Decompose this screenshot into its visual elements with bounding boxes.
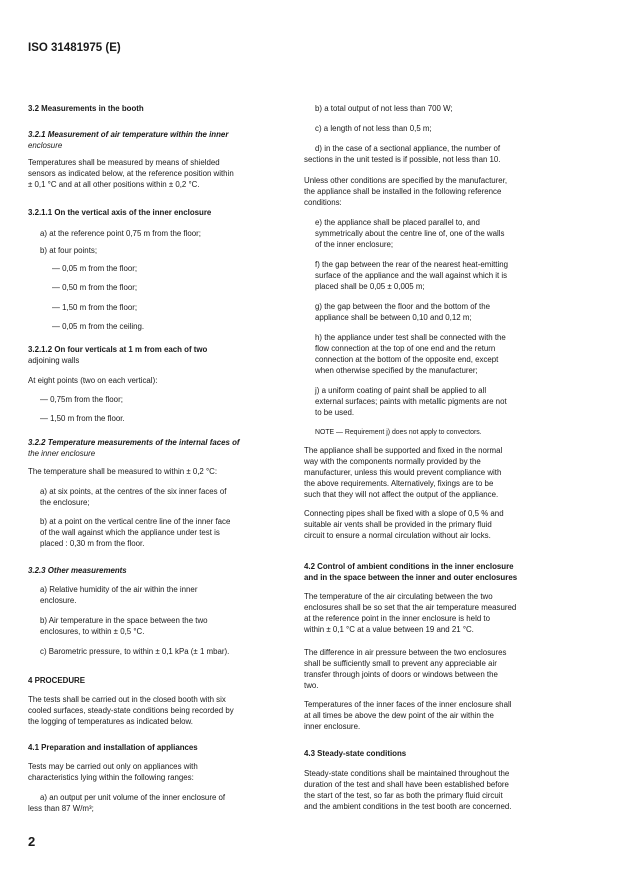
- section-heading-3-2-2: 3.2.2 Temperature measurements of the internal faces of: [28, 438, 240, 447]
- paragraph-line: suitable air vents shall be provided in the primary fluid: [304, 520, 492, 529]
- paragraph-line: the logging of temperatures as indicated below.: [28, 717, 193, 726]
- paragraph-line: ± 0,1 °C and at all other positions within ± 0,2 °C.: [28, 180, 200, 189]
- subsection-3-2-1-1: 3.2.1.1 On the vertical axis of the inner enclosure: [28, 208, 212, 217]
- paragraph-line: sensors as indicated below, at the reference position within: [28, 169, 234, 178]
- list-item: — 0,05 m from the floor;: [52, 264, 138, 273]
- section-heading-4: 4 PROCEDURE: [28, 676, 85, 685]
- paragraph-line: at the reference point in the inner enclosure is held to: [304, 614, 490, 623]
- section-heading-4-2: 4.2 Control of ambient conditions in the inner enclosure: [304, 562, 514, 571]
- list-item: b) at four points;: [40, 246, 98, 255]
- paragraph-line: The tests shall be carried out in the closed booth with six: [28, 695, 226, 704]
- paragraph-line: manufacturer, unless this would prevent compliance with: [304, 468, 502, 477]
- paragraph-line: duration of the test and shall have been established before: [304, 780, 509, 789]
- paragraph-line: inner enclosure.: [304, 722, 361, 731]
- list-item-cont: sections in the unit tested is if possible, not less than 10.: [304, 155, 501, 164]
- document-header: ISO 31481975 (E): [28, 42, 121, 54]
- list-item: d) in the case of a sectional appliance, the number of: [315, 144, 501, 153]
- list-item-cont: of the wall against which the appliance under test is: [40, 528, 220, 537]
- paragraph-line: Temperatures shall be measured by means of shielded: [28, 158, 220, 167]
- list-item: — 0,50 m from the floor;: [52, 283, 138, 292]
- list-item: b) a total output of not less than 700 W;: [315, 104, 453, 113]
- list-item-cont: the enclosure;: [40, 498, 90, 507]
- list-item-cont: flow connection at the top of one end and the return: [315, 344, 496, 353]
- paragraph-line: at all times be above the dew point of the air within the: [304, 711, 494, 720]
- section-heading-3-2-2-cont: the inner enclosure: [28, 449, 96, 458]
- list-item: b) at a point on the vertical centre line of the inner face: [40, 517, 231, 526]
- paragraph-line: the start of the test, so far as both the primary fluid circuit: [304, 791, 503, 800]
- list-item: c) a length of not less than 0,5 m;: [315, 124, 432, 133]
- paragraph-line: At eight points (two on each vertical):: [28, 376, 158, 385]
- paragraph-line: the above requirements. Alternatively, fixings are to be: [304, 479, 494, 488]
- list-item: — 1,50 m from the floor.: [40, 414, 125, 423]
- section-heading-3-2-1: 3.2.1 Measurement of air temperature within the inner: [28, 130, 229, 139]
- list-item: — 1,50 m from the floor;: [52, 303, 138, 312]
- subsection-3-2-1-2: 3.2.1.2 On four verticals at 1 m from each of two: [28, 345, 208, 354]
- list-item-cont: surface of the appliance and the wall against which it is: [315, 271, 508, 280]
- paragraph-line: The difference in air pressure between the two enclosures: [304, 648, 507, 657]
- paragraph-line: Temperatures of the inner faces of the inner enclosure shall: [304, 700, 512, 709]
- paragraph-line: enclosures shall be so set that the air temperature measured: [304, 603, 517, 612]
- section-heading-4-3: 4.3 Steady-state conditions: [304, 749, 407, 758]
- list-item: g) the gap between the floor and the bottom of the: [315, 302, 491, 311]
- list-item-cont: external surfaces; paints with metallic pigments are not: [315, 397, 507, 406]
- list-item-cont: placed shall be 0,05 ± 0,005 m;: [315, 282, 425, 291]
- section-heading-3-2: 3.2 Measurements in the booth: [28, 104, 144, 113]
- paragraph-line: transfer through joints of doors or windows between the: [304, 670, 498, 679]
- section-heading-3-2-3: 3.2.3 Other measurements: [28, 566, 127, 575]
- list-item-cont: of the inner enclosure;: [315, 240, 394, 249]
- paragraph-line: cooled surfaces, steady-state conditions being recorded by: [28, 706, 234, 715]
- list-item: c) Barometric pressure, to within ± 0,1 kPa (± 1 mbar).: [40, 647, 230, 656]
- list-item: a) an output per unit volume of the inner enclosure of: [40, 793, 226, 802]
- section-heading-4-1: 4.1 Preparation and installation of appliances: [28, 743, 198, 752]
- list-item: — 0,75m from the floor;: [40, 395, 123, 404]
- list-item-cont: appliance shall be between 0,10 and 0,12 m;: [315, 313, 472, 322]
- paragraph-line: The temperature of the air circulating between the two: [304, 592, 493, 601]
- paragraph-line: The appliance shall be supported and fixed in the normal: [304, 446, 503, 455]
- list-item-cont: connection at the bottom of the opposite end, except: [315, 355, 499, 364]
- list-item: e) the appliance shall be placed parallel to, and: [315, 218, 480, 227]
- paragraph-line: characteristics lying within the following ranges:: [28, 773, 194, 782]
- paragraph-line: within ± 0,1 °C at a value between 19 and 21 °C.: [304, 625, 474, 634]
- paragraph-line: conditions:: [304, 198, 342, 207]
- list-item-cont: when otherwise specified by the manufacturer;: [315, 366, 478, 375]
- paragraph-line: the appliance shall be installed in the following reference: [304, 187, 502, 196]
- list-item-cont: enclosures, to within ± 0,5 °C.: [40, 627, 145, 636]
- paragraph-line: Unless other conditions are specified by the manufacturer,: [304, 176, 508, 185]
- list-item: a) at six points, at the centres of the six inner faces of: [40, 487, 227, 496]
- paragraph-line: Steady-state conditions shall be maintained throughout the: [304, 769, 510, 778]
- paragraph-line: way with the components normally provided by the: [304, 457, 481, 466]
- paragraph-line: Connecting pipes shall be fixed with a slope of 0,5 % and: [304, 509, 504, 518]
- list-item-cont: to be used.: [315, 408, 355, 417]
- list-item-cont: enclosure.: [40, 596, 77, 605]
- list-item: — 0,05 m from the ceiling.: [52, 322, 145, 331]
- subsection-3-2-1-2-cont: adjoining walls: [28, 356, 80, 365]
- note: NOTE — Requirement j) does not apply to convectors.: [315, 429, 482, 436]
- paragraph-line: such that they will not affect the output of the appliance.: [304, 490, 499, 499]
- section-heading-4-2-cont: and in the space between the inner and outer enclosures: [304, 573, 518, 582]
- paragraph-line: shall be sufficiently small to prevent any appreciable air: [304, 659, 497, 668]
- list-item-cont: symmetrically about the centre line of, one of the walls: [315, 229, 505, 238]
- page-number: 2: [28, 834, 36, 849]
- list-item: h) the appliance under test shall be connected with the: [315, 333, 506, 342]
- list-item: j) a uniform coating of paint shall be applied to all: [315, 386, 487, 395]
- list-item-cont: less than 87 W/m³;: [28, 804, 94, 813]
- paragraph-line: Tests may be carried out only on appliances with: [28, 762, 198, 771]
- list-item: b) Air temperature in the space between the two: [40, 616, 208, 625]
- paragraph-line: circuit to ensure a normal circulation without air locks.: [304, 531, 491, 540]
- list-item: a) Relative humidity of the air within the inner: [40, 585, 198, 594]
- paragraph-line: The temperature shall be measured to within ± 0,2 °C:: [28, 467, 218, 476]
- list-item: f) the gap between the rear of the nearest heat-emitting: [315, 260, 509, 269]
- paragraph-line: and the ambient conditions in the test booth are concerned.: [304, 802, 512, 811]
- list-item: a) at the reference point 0,75 m from the floor;: [40, 229, 201, 238]
- section-heading-3-2-1-cont: enclosure: [28, 141, 63, 150]
- paragraph-line: two.: [304, 681, 319, 690]
- list-item-cont: placed : 0,30 m from the floor.: [40, 539, 145, 548]
